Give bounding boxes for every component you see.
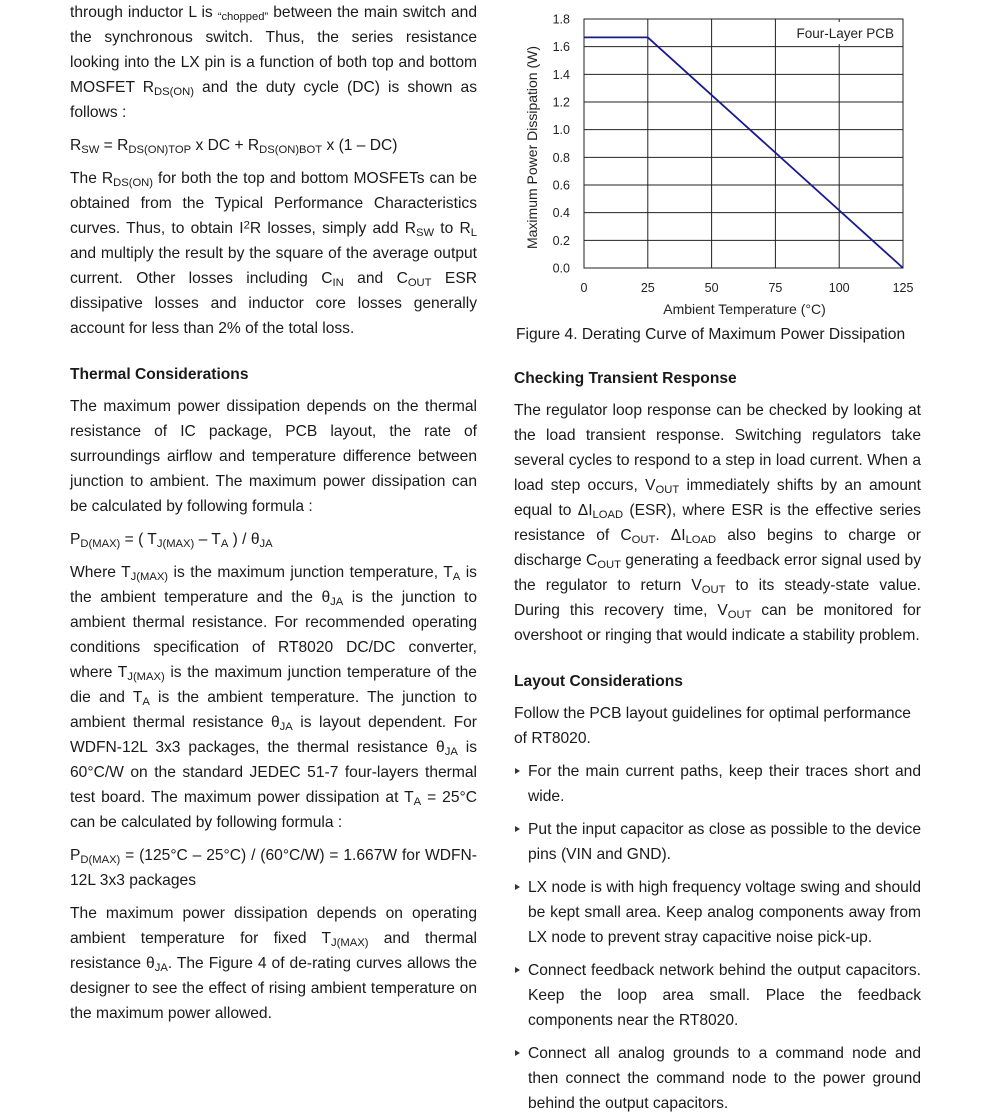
subscript: JA (259, 538, 273, 551)
derating-chart (514, 6, 934, 321)
subscript: DS(ON) (154, 86, 194, 99)
chart-x-tick-label: 100 (828, 281, 850, 295)
subscript: JA (330, 596, 344, 609)
subscript: J(MAX) (130, 571, 169, 584)
subscript: JA (444, 746, 458, 759)
right-column (514, 366, 921, 1116)
chart-x-tick-label: 125 (892, 281, 914, 295)
chart-y-tick-label: 1.4 (552, 67, 570, 82)
subscript: OUT (727, 609, 752, 622)
subscript: DS(ON)TOP (128, 144, 192, 157)
subscript: DS(ON)BOT (259, 144, 323, 157)
heading-thermal-considerations: Thermal Considerations (70, 366, 249, 383)
paragraph-transient: The regulator loop response can be checked by looking at the load transient response. Switching regulators take several cycles to respond to a step in load current. When a load step occurs, $V_{OUT}$ immediately shifts by an amount equal to $\Delta I_{LOAD}$ (ESR), where ESR is the effective series resistance of $C_{OUT}$. $\Delta I_{LOAD}$ also begins to charge or discharge $C_{OUT}$ generating a feedback error signal used by the regulator to return $V_{OUT}$ to its steady-state value. During this recovery time, $V_{OUT}$ can be monitored for overshoot or ringing that would indicate a stability problem. (514, 402, 922, 644)
left-column (70, 0, 477, 1026)
subscript: J(MAX) (127, 671, 165, 684)
paragraph-layout-intro: Follow the PCB layout guidelines for optimal performance of RT8020. (514, 705, 911, 747)
subscript: IN (332, 277, 344, 290)
chart-y-tick-label: 1.2 (552, 95, 570, 110)
chart-y-axis-label: Maximum Power Dissipation (W) (524, 45, 540, 250)
chart-x-tick-labels (581, 281, 914, 295)
subscript: SW (81, 144, 100, 157)
subscript: J(MAX) (331, 937, 369, 950)
equation-pdmax: $P_{D(MAX)}$ = ( $T_{J(MAX)} - T_A$ ) / $\theta_{JA}$ (70, 531, 273, 551)
heading-layout-considerations: Layout Considerations (514, 673, 683, 690)
subscript: JA (154, 962, 168, 975)
chart-y-tick-label: 0.8 (552, 150, 570, 165)
chart-x-tick-label: 25 (640, 281, 655, 295)
layout-guidelines-list (514, 759, 921, 1116)
chart-y-tick-label: 0.6 (552, 178, 570, 193)
subscript: D(MAX) (80, 854, 121, 867)
list-item: LX node is with high frequency voltage swing and should be kept small area. Keep analog components away from LX node to prevent stray capacitive noise pick-up. (514, 875, 921, 950)
list-item: For the main current paths, keep their traces short and wide. (514, 759, 921, 809)
chart-y-tick-label: 1.0 (552, 123, 570, 138)
superscript: 2 (243, 219, 250, 232)
paragraph-thermal-detail: Where $T_{J(MAX)}$ is the maximum junction temperature, $T_A$ is the ambient temperature and the $\theta_{JA}$ is the junction to ambient thermal resistance. For recommended operating conditions specification of RT8020 DC/DC converter, where $T_{J(MAX)}$ is the maximum junction temperature of the die and $T_A$ is the ambient temperature. The junction to ambient thermal resistance $\theta_{JA}$ is layout dependent. For WDFN-12L 3x3 packages, the thermal resistance $\theta_{JA}$ is 60°C/W on the standard JEDEC 51-7 four-layers thermal test board. The maximum power dissipation at $T_A = 25^\circ C$ can be calculated by following formula : (70, 564, 478, 831)
chart-y-tick-labels (553, 13, 570, 276)
paragraph-rdson-losses: The $R_{DS(ON)}$ for both the top and bottom MOSFETs can be obtained from the Typical Performance Characteristics curves. Thus, to obtain $I^2R$ losses, simply add $R_{SW}$ to $R_L$ and multiply the result by the square of the average output current. Other losses including $C_{IN}$ and $C_{OUT}$ ESR dissipative losses and inductor core losses generally account for less than 2% of the total loss. (70, 170, 477, 337)
subscript: DS(ON) (113, 177, 154, 190)
paragraph-thermal-intro: The maximum power dissipation depends on the thermal resistance of IC package, PCB layout, the rate of surroundings airflow and temperature difference between junction to ambient. The maximum power dissipation can be calculated by following formula : (70, 398, 477, 515)
subscript: A (142, 696, 150, 709)
paragraph-rsw-intro: through inductor L is $_{“chopped”}$ between the main switch and the synchronous switch. Thus, the series resistance looking into the LX pin is a function of both top and bottom MOSFET $R_{DS(ON)}$ and the duty cycle (DC) is shown as follows : (70, 4, 477, 121)
chart-y-tick-label: 0.4 (552, 206, 570, 221)
chart-plot-frame (584, 19, 903, 268)
list-item: Put the input capacitor as close as possible to the device pins (VIN and GND). (514, 817, 921, 867)
chart-series-line (584, 37, 903, 268)
equation-rsw: $R_{SW} = R_{DS(ON)TOP}$ x DC + $R_{DS(ON)BOT}$ x (1 – DC) (70, 137, 398, 157)
list-item: Connect feedback network behind the output capacitors. Keep the loop area small. Place the feedback components near the RT8020. (514, 958, 921, 1033)
chart-y-tick-label: 0.0 (552, 261, 570, 276)
chart-annotation: Four-Layer PCB (796, 26, 894, 41)
subscript: A (220, 538, 229, 551)
chart-x-axis-label: Ambient Temperature (°C) (663, 301, 826, 317)
subscript: OUT (407, 277, 432, 290)
paragraph-derating: The maximum power dissipation depends on operating ambient temperature for fixed $T_{J(MAX)}$ and thermal resistance $\theta_{JA}$. The Figure 4 of de-rating curves allows the designer to see the effect of rising ambient temperature on the maximum power allowed. (70, 905, 477, 1022)
list-item: Connect all analog grounds to a command node and then connect the command node to the power ground behind the output capacitors. (514, 1041, 921, 1116)
subscript: OUT (597, 559, 621, 572)
subscript: OUT (655, 484, 680, 497)
subscript: D(MAX) (80, 538, 121, 551)
subscript: LOAD (685, 534, 717, 547)
chart-y-tick-label: 1.8 (552, 12, 570, 27)
figure-caption: Figure 4. Derating Curve of Maximum Power Dissipation (516, 326, 906, 343)
subscript: L (470, 227, 477, 240)
subscript: A (452, 571, 461, 584)
subscript: OUT (701, 584, 726, 597)
subscript: OUT (631, 534, 656, 547)
subscript: “chopped” (217, 11, 269, 24)
subscript: JA (279, 721, 293, 734)
subscript: J(MAX) (156, 538, 195, 551)
subscript: LOAD (592, 509, 624, 522)
chart-y-tick-label: 0.2 (552, 233, 570, 248)
chart-y-tick-label: 1.6 (552, 40, 570, 55)
chart-x-tick-label: 50 (704, 281, 719, 295)
subscript: A (413, 796, 422, 809)
chart-gridlines (584, 19, 903, 268)
heading-checking-transient-response: Checking Transient Response (514, 370, 737, 387)
chart-x-tick-label: 75 (768, 281, 783, 295)
subscript: SW (415, 227, 435, 240)
equation-pdmax-value: $P_{D(MAX)} = (125^\circ C - 25^\circ C) / (60^\circ C/W) = 1.667W$ for WDFN-12L 3x3 packages (70, 847, 477, 889)
chart-x-tick-label: 0 (580, 281, 588, 295)
